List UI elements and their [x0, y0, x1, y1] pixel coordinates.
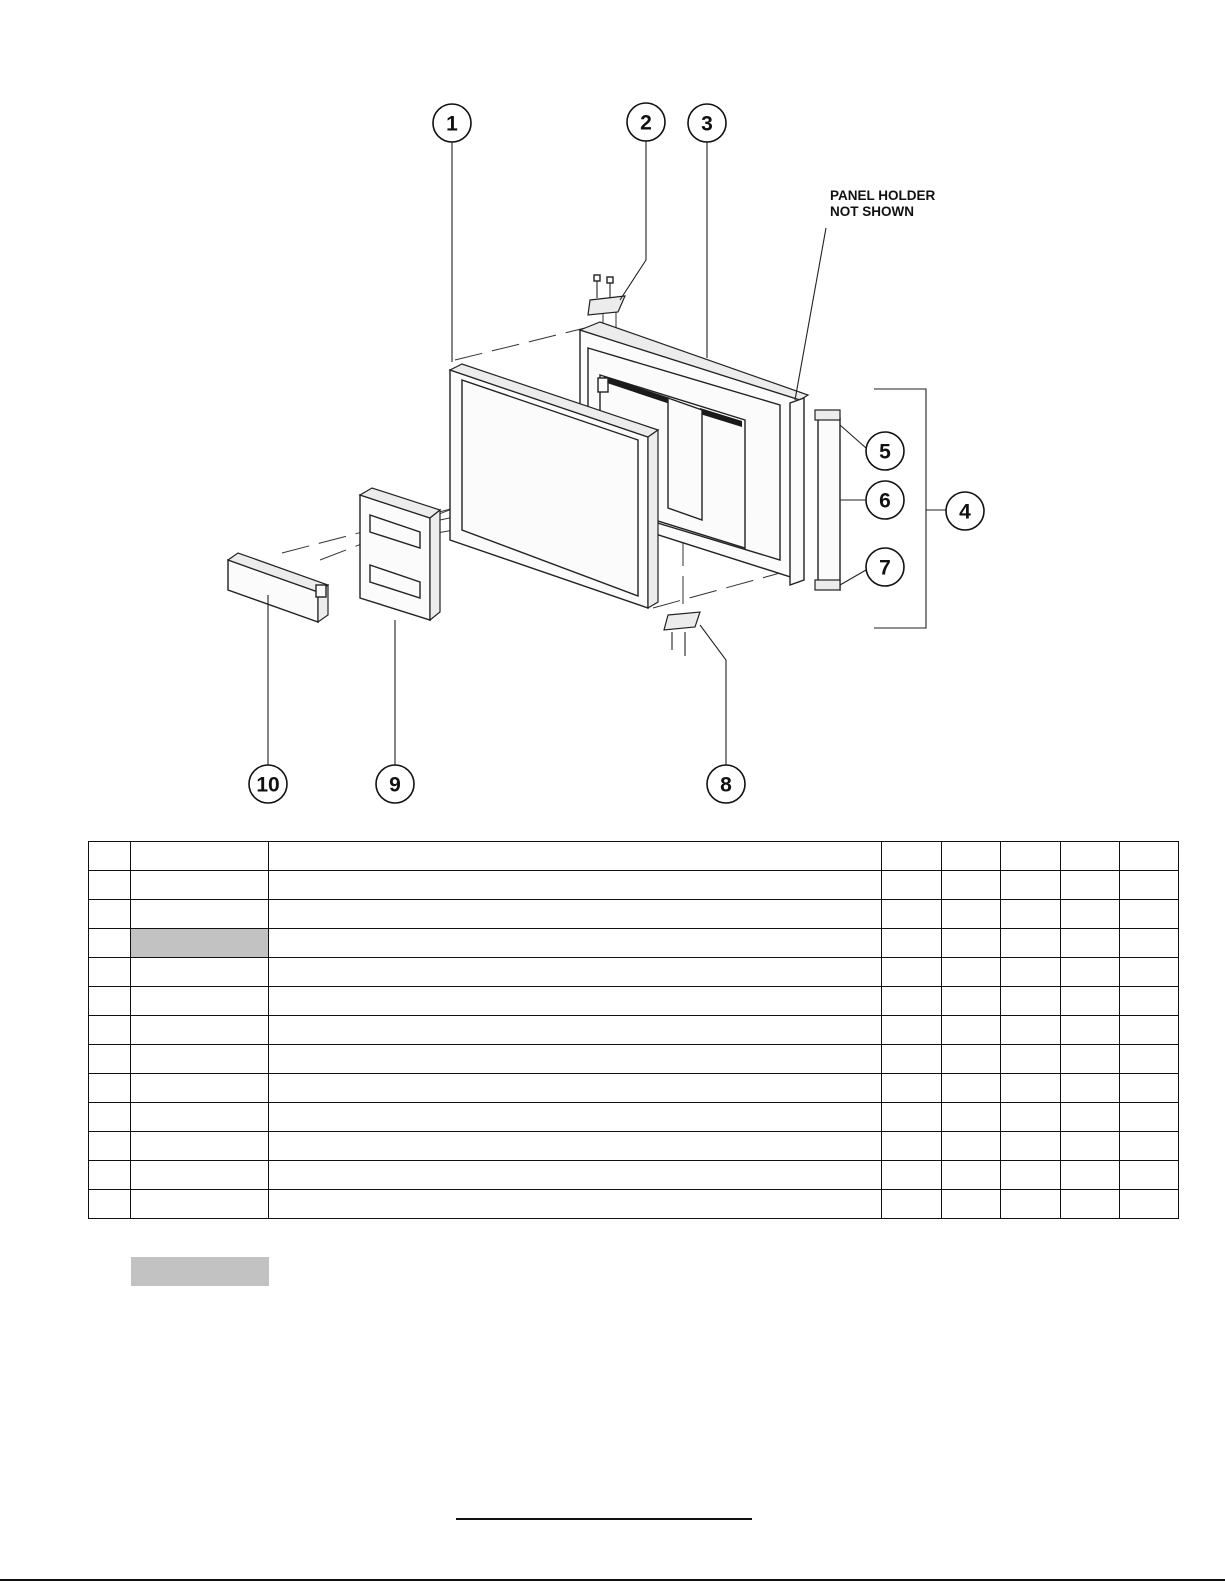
- table-cell: [89, 900, 131, 929]
- table-cell: [89, 1074, 131, 1103]
- table-cell: [269, 1074, 882, 1103]
- top-hinge-part: [588, 275, 625, 315]
- table-cell: [1061, 900, 1120, 929]
- table-cell: [269, 871, 882, 900]
- table-cell: [882, 1074, 942, 1103]
- callout-8-label: 8: [720, 773, 732, 797]
- callout-4-label: 4: [959, 500, 971, 524]
- table-cell: [269, 1161, 882, 1190]
- table-cell: [1120, 1132, 1179, 1161]
- table-cell: [882, 1132, 942, 1161]
- table-row: [89, 842, 1179, 871]
- table-cell: [1001, 1132, 1061, 1161]
- panel-holder-note-line2: NOT SHOWN: [830, 204, 914, 219]
- parts-table-body: [89, 842, 1179, 1219]
- table-cell: [1120, 1103, 1179, 1132]
- table-row: [89, 900, 1179, 929]
- callout-9-label: 9: [389, 773, 401, 797]
- page-bottom-rule: [0, 1579, 1225, 1581]
- callout-2: [627, 103, 665, 141]
- callout-3-label: 3: [701, 112, 713, 136]
- table-cell: [89, 1161, 131, 1190]
- side-panel-strip: [790, 398, 840, 590]
- table-cell: [1120, 871, 1179, 900]
- table-cell: [1001, 987, 1061, 1016]
- table-cell: [1061, 1103, 1120, 1132]
- table-cell: [89, 1016, 131, 1045]
- table-cell: [1061, 1161, 1120, 1190]
- table-cell: [89, 1103, 131, 1132]
- table-cell: [131, 900, 269, 929]
- table-cell: [1001, 958, 1061, 987]
- table-cell: [1001, 929, 1061, 958]
- table-cell: [1120, 842, 1179, 871]
- table-cell: [1001, 1016, 1061, 1045]
- table-cell: [269, 929, 882, 958]
- callout-9: [376, 765, 414, 803]
- table-cell: [882, 900, 942, 929]
- table-cell: [942, 958, 1001, 987]
- table-row: [89, 1045, 1179, 1074]
- table-row: [89, 1103, 1179, 1132]
- table-cell: [1061, 1045, 1120, 1074]
- bottom-hinge-part: [664, 612, 700, 656]
- table-cell: [942, 900, 1001, 929]
- table-cell: [942, 1103, 1001, 1132]
- table-cell: [882, 1103, 942, 1132]
- table-cell: [269, 1103, 882, 1132]
- callout-1-label: 1: [446, 112, 458, 136]
- table-cell: [1120, 958, 1179, 987]
- callout-4: [946, 492, 984, 530]
- table-cell: [131, 1074, 269, 1103]
- callout-8: [707, 765, 745, 803]
- table-cell: [942, 1016, 1001, 1045]
- table-cell: [89, 929, 131, 958]
- table-cell: [89, 1045, 131, 1074]
- callout-1: [433, 104, 471, 142]
- table-cell: [89, 1132, 131, 1161]
- table-cell: [942, 1161, 1001, 1190]
- table-cell: [89, 987, 131, 1016]
- table-cell: [269, 842, 882, 871]
- table-row: [89, 1132, 1179, 1161]
- table-cell: [942, 987, 1001, 1016]
- callout-7: [866, 548, 904, 586]
- table-cell: [882, 987, 942, 1016]
- table-cell: [1120, 1190, 1179, 1219]
- table-row: [89, 1016, 1179, 1045]
- table-cell: [131, 958, 269, 987]
- table-cell: [1001, 1190, 1061, 1219]
- table-cell: [882, 871, 942, 900]
- table-cell: [131, 1190, 269, 1219]
- table-row: [89, 1074, 1179, 1103]
- page-number-rule: [456, 1518, 752, 1520]
- door-bin-part: [228, 553, 328, 622]
- table-cell: [89, 958, 131, 987]
- table-cell: [269, 1132, 882, 1161]
- table-cell: [942, 842, 1001, 871]
- table-cell: [1001, 900, 1061, 929]
- table-cell: [1061, 958, 1120, 987]
- table-cell: [1061, 1132, 1120, 1161]
- table-cell: [1061, 1190, 1120, 1219]
- table-cell: [89, 842, 131, 871]
- table-cell: [1120, 900, 1179, 929]
- table-cell: [1120, 1045, 1179, 1074]
- table-cell: [269, 900, 882, 929]
- panel-holder-note-line1: PANEL HOLDER: [830, 188, 936, 203]
- table-row: [89, 1161, 1179, 1190]
- table-cell: [1061, 871, 1120, 900]
- table-row: [89, 958, 1179, 987]
- callout-2-label: 2: [640, 111, 652, 135]
- table-cell: [1001, 1074, 1061, 1103]
- table-cell: [269, 987, 882, 1016]
- table-cell: [1120, 1161, 1179, 1190]
- table-cell: [882, 1190, 942, 1219]
- callout-5: [866, 432, 904, 470]
- table-cell: [942, 929, 1001, 958]
- table-row: [89, 987, 1179, 1016]
- table-cell: [131, 1161, 269, 1190]
- table-cell: [882, 1045, 942, 1074]
- table-cell: [1061, 987, 1120, 1016]
- table-cell: [882, 958, 942, 987]
- table-cell: [942, 1045, 1001, 1074]
- table-cell: [131, 987, 269, 1016]
- table-cell: [942, 1132, 1001, 1161]
- parts-list-table: [88, 841, 1179, 1219]
- table-row: [89, 871, 1179, 900]
- table-cell: [269, 958, 882, 987]
- table-cell: [131, 1016, 269, 1045]
- table-cell: [882, 929, 942, 958]
- table-cell: [1001, 871, 1061, 900]
- shelf-bracket-part: [360, 488, 440, 620]
- table-row: [89, 1190, 1179, 1219]
- table-cell: [1120, 1074, 1179, 1103]
- table-cell: [1061, 929, 1120, 958]
- table-cell: [131, 1103, 269, 1132]
- table-cell: [131, 1132, 269, 1161]
- table-cell: [1061, 1016, 1120, 1045]
- table-cell: [882, 842, 942, 871]
- shaded-footnote-marker: [131, 1257, 269, 1286]
- table-cell: [1001, 1045, 1061, 1074]
- callout-7-label: 7: [879, 556, 891, 580]
- table-cell: [882, 1016, 942, 1045]
- table-cell: [1001, 1161, 1061, 1190]
- callout-6-label: 6: [879, 489, 891, 513]
- table-cell: [1120, 987, 1179, 1016]
- table-cell: [1120, 929, 1179, 958]
- table-cell: [89, 871, 131, 900]
- table-cell: [131, 929, 269, 958]
- table-cell: [882, 1161, 942, 1190]
- table-cell: [1001, 1103, 1061, 1132]
- table-cell: [131, 842, 269, 871]
- table-cell: [942, 871, 1001, 900]
- table-cell: [131, 1045, 269, 1074]
- table-cell: [1061, 1074, 1120, 1103]
- callout-3: [688, 104, 726, 142]
- table-cell: [1001, 842, 1061, 871]
- table-cell: [269, 1016, 882, 1045]
- table-cell: [942, 1190, 1001, 1219]
- table-cell: [131, 871, 269, 900]
- table-cell: [1120, 1016, 1179, 1045]
- table-row: [89, 929, 1179, 958]
- table-cell: [942, 1074, 1001, 1103]
- callout-5-label: 5: [879, 440, 891, 464]
- table-cell: [89, 1190, 131, 1219]
- table-cell: [1061, 842, 1120, 871]
- callout-10-label: 10: [256, 773, 280, 797]
- callout-10: [249, 765, 287, 803]
- callout-6: [866, 481, 904, 519]
- table-cell: [269, 1190, 882, 1219]
- table-cell: [269, 1045, 882, 1074]
